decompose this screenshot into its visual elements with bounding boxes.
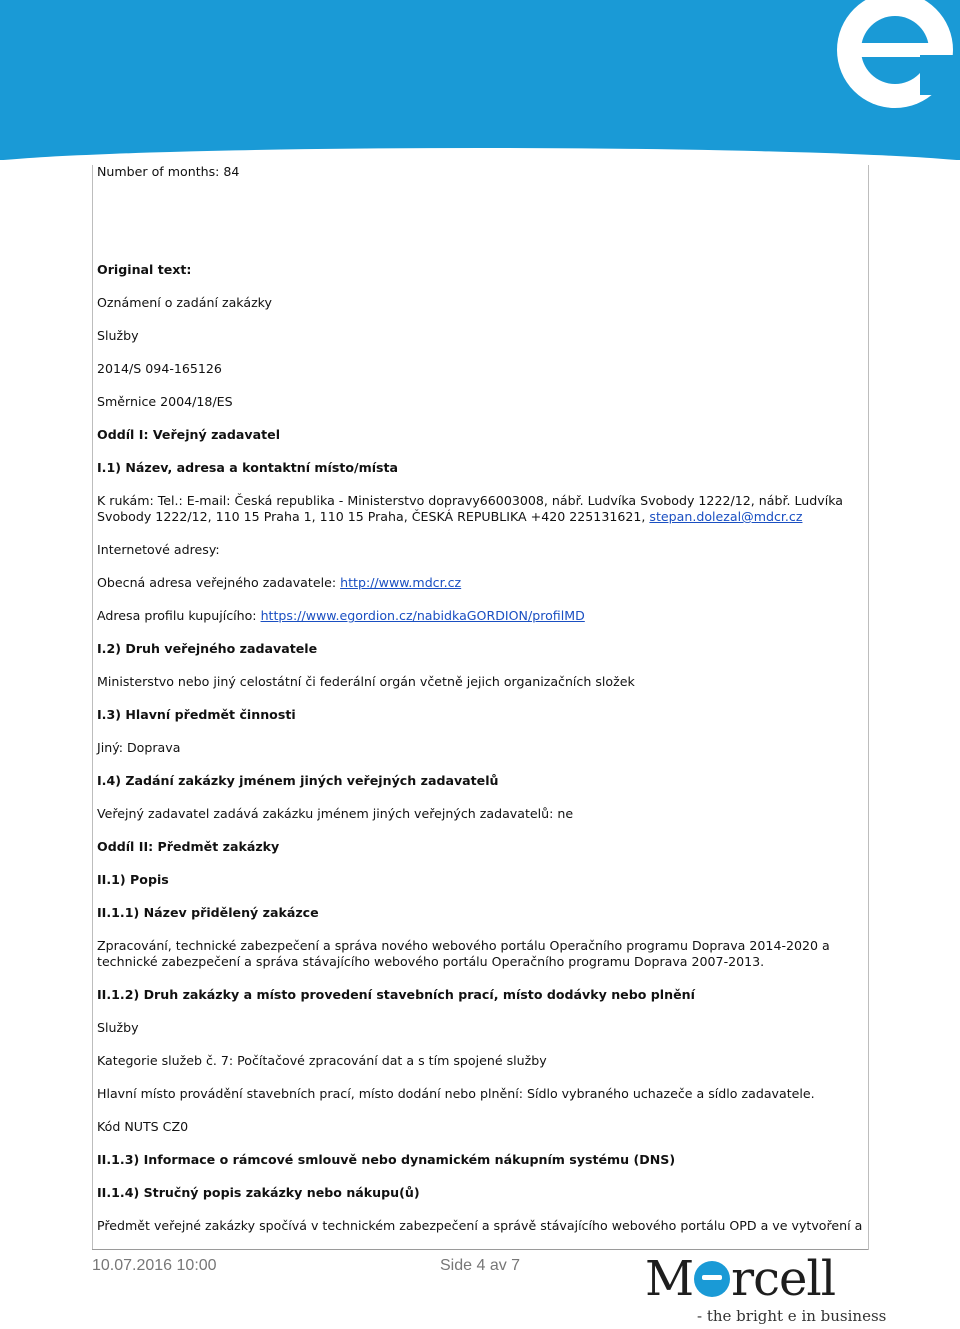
heading-i-4: I.4) Zadání zakázky jménem jiných veřejných zadavatelů: [97, 773, 499, 788]
contact-text: K rukám: Tel.: E-mail: Česká republika - Ministerstvo dopravy66003008, nábř. Ludvíka Svobody 1222/12, nábř. Ludvíka Svobody 1222/12, 110 15 Praha 1, 110 15 Praha, ČESKÁ REPUBLIKA +420 225131621,: [97, 493, 843, 524]
months-text: Number of months: 84: [97, 164, 240, 179]
contract-type: Služby: [97, 1020, 139, 1035]
contact-email-link[interactable]: stepan.dolezal@mdcr.cz: [649, 509, 803, 524]
heading-ii-1-2: II.1.2) Druh zakázky a místo provedení stavebních prací, místo dodávky nebo plnění: [97, 987, 695, 1002]
nuts-code: Kód NUTS CZ0: [97, 1119, 189, 1134]
marcell-tagline: - the bright e in business: [697, 1307, 887, 1325]
buyer-profile-line: [97, 608, 585, 624]
place-of-performance: Hlavní místo provádění stavebních prací, místo dodání nebo plnění: Sídlo vybraného uchazeče a sídlo zadavatele.: [97, 1086, 815, 1101]
heading-i-3: I.3) Hlavní předmět činnosti: [97, 707, 296, 722]
heading-i-2: I.2) Druh veřejného zadavatele: [97, 641, 318, 656]
heading-ii-1: II.1) Popis: [97, 872, 169, 887]
general-address-line: [97, 575, 461, 591]
service-category: Kategorie služeb č. 7: Počítačové zpracování dat a s tím spojené služby: [97, 1053, 547, 1068]
wordmark-pre: M: [645, 1251, 694, 1307]
original-text-label: Original text:: [97, 262, 192, 277]
contact-paragraph: [97, 493, 867, 525]
footer-divider: [92, 1249, 868, 1250]
marcell-e-icon-small: [694, 1261, 730, 1297]
marcell-wordmark: [645, 1251, 835, 1307]
header-curve: [0, 148, 960, 160]
marcell-logo: [645, 1251, 887, 1329]
footer-page-number: Side 4 av 7: [440, 1257, 521, 1274]
general-address-label: Obecná adresa veřejného zadavatele:: [97, 575, 341, 590]
heading-ii-1-4: II.1.4) Stručný popis zakázky nebo nákupu(ů): [97, 1185, 420, 1200]
buyer-profile-label: Adresa profilu kupujícího:: [97, 608, 261, 623]
heading-ii-1-1: II.1.1) Název přidělený zakázce: [97, 905, 319, 920]
wordmark-post: rcell: [731, 1251, 836, 1307]
notice-number: 2014/S 094-165126: [97, 361, 222, 376]
main-activity: Jiný: Doprava: [97, 740, 181, 755]
general-address-link[interactable]: http://www.mdcr.cz: [340, 575, 462, 590]
authority-type: Ministerstvo nebo jiný celostátní či federální orgán včetně jejich organizačních složek: [97, 674, 635, 689]
section-2-heading: Oddíl II: Předmět zakázky: [97, 839, 280, 854]
section-1-heading: Oddíl I: Veřejný zadavatel: [97, 427, 281, 442]
short-description: Předmět veřejné zakázky spočívá v technickém zabezpečení a správě stávajícího webového portálu OPD a ve vytvoření a: [97, 1218, 863, 1233]
buyer-profile-link[interactable]: https://www.egordion.cz/nabidkaGORDION/profilMD: [260, 608, 585, 623]
marcell-e-icon: [820, 0, 960, 115]
contract-title-text: Zpracování, technické zabezpečení a správa nového webového portálu Operačního programu Doprava 2014-2020 a technické zabezpečení a správa stávajícího webového portálu Operačního programu Doprava 2007-2013.: [97, 938, 830, 969]
directive: Směrnice 2004/18/ES: [97, 394, 233, 409]
footer-date: 10.07.2016 10:00: [92, 1257, 217, 1274]
notice-type: Služby: [97, 328, 139, 343]
heading-i-1: I.1) Název, adresa a kontaktní místo/místa: [97, 460, 399, 475]
header-band: [0, 0, 960, 160]
notice-title: Oznámení o zadání zakázky: [97, 295, 272, 310]
heading-ii-1-3: II.1.3) Informace o rámcové smlouvě nebo dynamickém nákupním systému (DNS): [97, 1152, 676, 1167]
internet-label: Internetové adresy:: [97, 542, 220, 557]
on-behalf-text: Veřejný zadavatel zadává zakázku jménem jiných veřejných zadavatelů: ne: [97, 806, 574, 821]
